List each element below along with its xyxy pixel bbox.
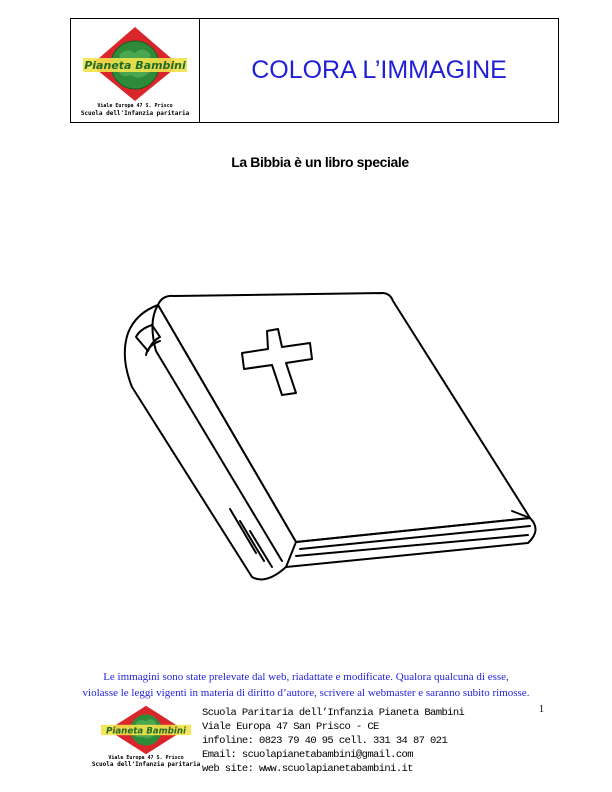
- worksheet-subtitle: La Bibbia è un libro speciale: [231, 154, 409, 170]
- footer-school-name: Scuola Paritaria dell’Infanzia Pianeta Bambini: [202, 707, 465, 719]
- footer-address: Viale Europa 47 San Prisco - CE: [202, 721, 379, 733]
- logo-caption-school: Scuola dell'Infanzia paritaria: [80, 110, 190, 117]
- footer-phone: infoline: 0823 79 40 95 cell. 331 34 87 021: [202, 735, 448, 747]
- page-number: 1: [539, 704, 544, 715]
- copyright-disclaimer: [0, 669, 612, 701]
- footer-email[interactable]: Email: scuolapianetabambini@gmail.com: [202, 749, 413, 761]
- disclaimer-line-1: Le immagini sono state prelevate dal web, riadattate e modificate. Qualora qualcuna di esse,: [103, 671, 509, 683]
- logo-caption-address: Viale Europa 47 S. Prisco: [97, 103, 173, 109]
- footer-contact: [202, 706, 464, 776]
- bible-book-icon: [100, 285, 550, 585]
- school-logo-icon: [83, 25, 187, 103]
- svg-text:Pianeta Bambini: Pianeta Bambini: [84, 59, 186, 72]
- page-title: COLORA L’IMMAGINE: [251, 56, 507, 84]
- svg-text:Pianeta Bambini: Pianeta Bambini: [106, 726, 186, 737]
- footer-logo-caption-address: Viale Europa 47 S. Prisco: [108, 755, 184, 761]
- disclaimer-line-2: violasse le leggi vigenti in materia di diritto d’autore, scrivere al webmaster e saranno subito rimosse.: [82, 687, 530, 699]
- header-logo-cell: [71, 19, 200, 122]
- footer-logo-caption-school: Scuola dell'Infanzia paritaria: [91, 761, 201, 768]
- footer-school-logo-icon: [100, 704, 192, 756]
- header-box: [70, 18, 559, 123]
- footer-website[interactable]: web site: www.scuolapianetabambini.it: [202, 763, 413, 775]
